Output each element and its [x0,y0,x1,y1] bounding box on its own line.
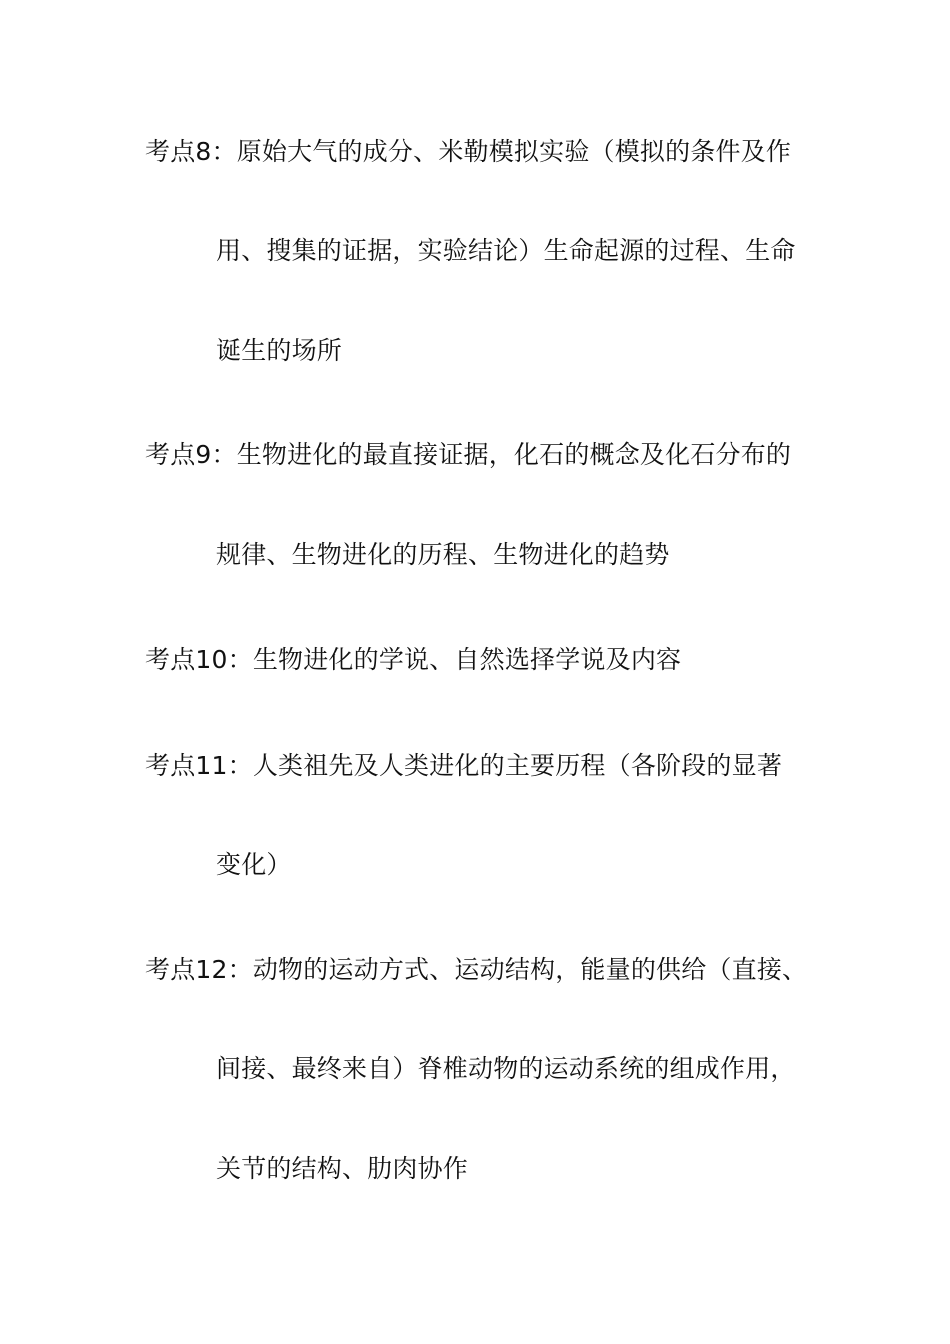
point-12-label: 考点12： [145,955,253,984]
point-12-line-2: 间接、最终来自）脊椎动物的运动系统的组成作用， [216,1054,796,1083]
point-9-label: 考点9： [145,440,237,469]
point-12-text-1: 动物的运动方式、运动结构，能量的供给（直接、 [252,955,808,984]
point-10-label: 考点10： [145,645,253,674]
point-12-line-3: 关节的结构、肋肉协作 [216,1154,469,1183]
point-11-line-1 [145,751,782,781]
point-8-line-1 [145,137,791,167]
point-11-label: 考点11： [145,751,253,780]
point-9-text-1: 生物进化的最直接证据，化石的概念及化石分布的 [236,440,792,469]
point-8-label: 考点8： [145,137,237,166]
point-8-text-1: 原始大气的成分、米勒模拟实验（模拟的条件及作 [236,137,792,166]
point-12-line-1 [145,955,807,985]
point-8-line-3: 诞生的场所 [216,336,343,365]
point-9-line-2: 规律、生物进化的历程、生物进化的趋势 [216,540,670,569]
point-8-line-2: 用、搜集的证据，实验结论）生命起源的过程、生命 [216,236,796,265]
point-9-line-1 [145,440,791,470]
point-11-text-1: 人类祖先及人类进化的主要历程（各阶段的显著 [252,751,783,780]
point-10-text-1: 生物进化的学说、自然选择学说及内容 [252,645,682,674]
point-11-line-2: 变化） [216,850,292,879]
point-10-line-1 [145,645,681,675]
